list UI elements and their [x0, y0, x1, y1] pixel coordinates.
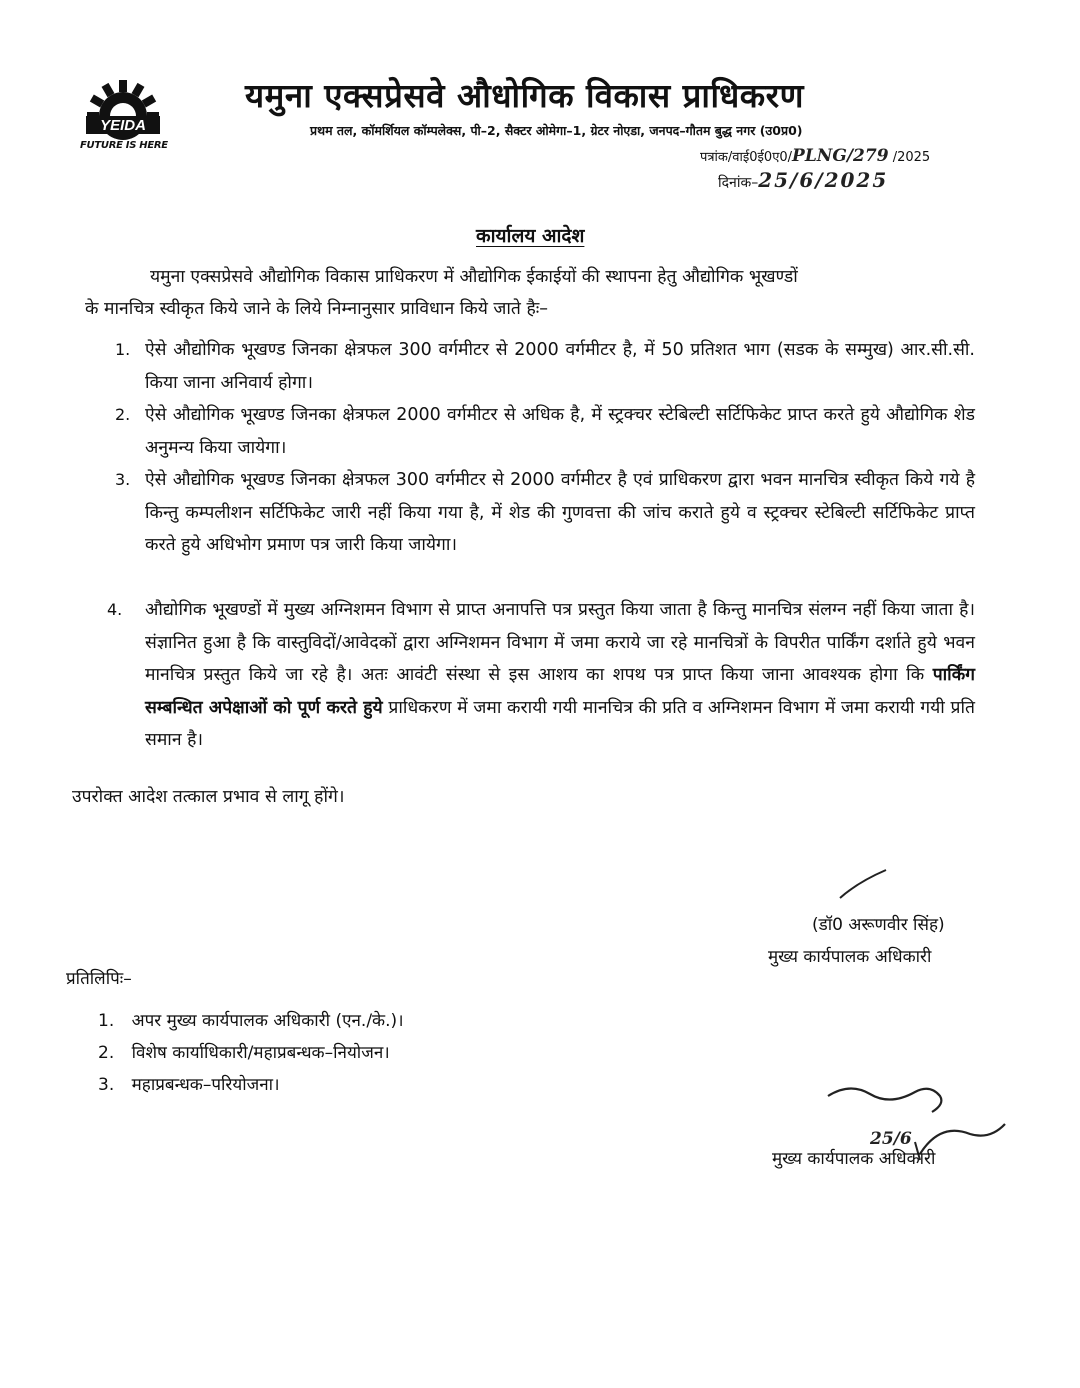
copy-to-item-3-text: महाप्रबन्धक–परियोजना।: [131, 1075, 280, 1095]
svg-text:25/6: 25/6: [870, 1129, 912, 1149]
copy-to-item-2: [98, 1040, 390, 1063]
signature-mark: [838, 868, 888, 904]
item-1-number: 1.: [115, 340, 131, 359]
ref-year: /2025: [892, 150, 931, 165]
copy-to-item-2-text: विशेष कार्याधिकारी/महाप्रबन्धक–नियोजन।: [131, 1043, 390, 1063]
closing-statement: उपरोक्त आदेश तत्काल प्रभाव से लागू होंगे।: [72, 787, 345, 807]
item-4-text-after: प्राधिकरण में जमा करायी गयी मानचित्र की प्रति व अग्निशमन विभाग में जमा करायी गयी प्रति समान है।: [145, 697, 975, 750]
copy-to-item-3-number: 3.: [98, 1075, 115, 1095]
item-2-number: 2.: [115, 405, 131, 424]
copy-to-item-2-number: 2.: [98, 1043, 115, 1063]
organization-title: यमुना एक्सप्रेसवे औधोगिक विकास प्राधिकरण: [245, 76, 804, 115]
item-3-number: 3.: [115, 470, 131, 489]
office-address: प्रथम तल, कॉमर्शियल कॉम्पलेक्स, पी–2, सैक्टर ओमेगा–1, ग्रेटर नोएडा, जनपद–गौतम बुद्ध नगर (उ0प्र0): [310, 123, 803, 138]
item-1-text: ऐसे औद्योगिक भूखण्ड जिनका क्षेत्रफल 300 वर्गमीटर से 2000 वर्गमीटर है, में 50 प्रतिशत भाग (सडक के सम्मुख) आर.सी.सी. किया जाना अनिवार्य होगा।: [145, 340, 975, 393]
signatory-name: (डॉ0 अरूणवीर सिंह): [812, 915, 945, 935]
copy-to-item-1: [98, 1008, 404, 1031]
ref-prefix: पत्रांक/वाई0ई0ए0/: [700, 150, 793, 165]
copy-to-item-3: [98, 1072, 280, 1095]
order-title: कार्यालय आदेश: [476, 225, 585, 247]
order-date: [718, 168, 888, 192]
item-4-text-bold: पार्किंग सम्बन्धित अपेक्षाओं को पूर्ण करते हुये: [145, 665, 975, 718]
svg-text:YEIDA: YEIDA: [100, 117, 146, 134]
copy-to-item-1-text: अपर मुख्य कार्यपालक अधिकारी (एन./के.)।: [131, 1011, 404, 1031]
signature-stroke-icon: [838, 868, 888, 900]
reference-number: [700, 146, 930, 166]
copy-to-title: प्रतिलिपिः–: [66, 969, 132, 989]
intro-line-1: यमुना एक्सप्रेसवे औद्योगिक विकास प्राधिकरण में औद्योगिक ईकाईयों की स्थापना हेतु औद्योगिक भूखण्डों: [150, 267, 798, 287]
ref-handwritten: PLNG/279: [792, 146, 889, 166]
item-4-text-before: औद्योगिक भूखण्डों में मुख्य अग्निशमन विभाग से प्राप्त अनापत्ति पत्र प्रस्तुत किया जाता है किन्तु मानचित्र संलग्न नहीं किया जाता है। संज्ञानित हुआ है कि वास्तुविदों/आवेदकों द्वारा अग्निशमन विभाग में जमा कराये जा रहे मानचित्रों के विपरीत पार्किंग दर्शाते हुये भवन मानचित्र प्रस्तुत किये जा रहे है। अतः आवंटी संस्था से इस आशय का शपथ पत्र प्राप्त किया जाना आवश्यक होगा कि: [145, 600, 975, 685]
final-designation: मुख्य कार्यपालक अधिकारी: [772, 1149, 936, 1169]
date-label: दिनांक–: [718, 175, 759, 191]
item-4-text: [145, 594, 975, 757]
item-4-number: 4.: [107, 600, 123, 619]
signatory-designation: मुख्य कार्यपालक अधिकारी: [768, 947, 932, 967]
item-2-text: ऐसे औद्योगिक भूखण्ड जिनका क्षेत्रफल 2000 वर्गमीटर से अधिक है, में स्ट्रक्चर स्टेबिल्टी सर्टिफिकेट प्राप्त करते हुये औद्योगिक शेड अनुमन्य किया जायेगा।: [145, 405, 975, 458]
gear-logo-icon: [78, 76, 168, 146]
date-handwritten: 25/6/2025: [758, 168, 889, 192]
item-3-text: ऐसे औद्योगिक भूखण्ड जिनका क्षेत्रफल 300 वर्गमीटर से 2000 वर्गमीटर है एवं प्राधिकरण द्वारा भवन मानचित्र स्वीकृत किये गये है किन्तु कम्पलीशन सर्टिफिकेट जारी नहीं किया गया है, में शेड की गुणवत्ता की जांच कराते हुये व स्ट्रक्चर स्टेबिल्टी सर्टिफिकेट प्राप्त करते हुये अधिभोग प्रमाण पत्र जारी किया जायेगा।: [145, 470, 975, 555]
copy-to-item-1-number: 1.: [98, 1011, 115, 1031]
intro-line-2: के मानचित्र स्वीकृत किये जाने के लिये निम्नानुसार प्राविधान किये जाते हैः–: [85, 299, 549, 319]
logo-tagline: FUTURE IS HERE: [80, 140, 168, 151]
